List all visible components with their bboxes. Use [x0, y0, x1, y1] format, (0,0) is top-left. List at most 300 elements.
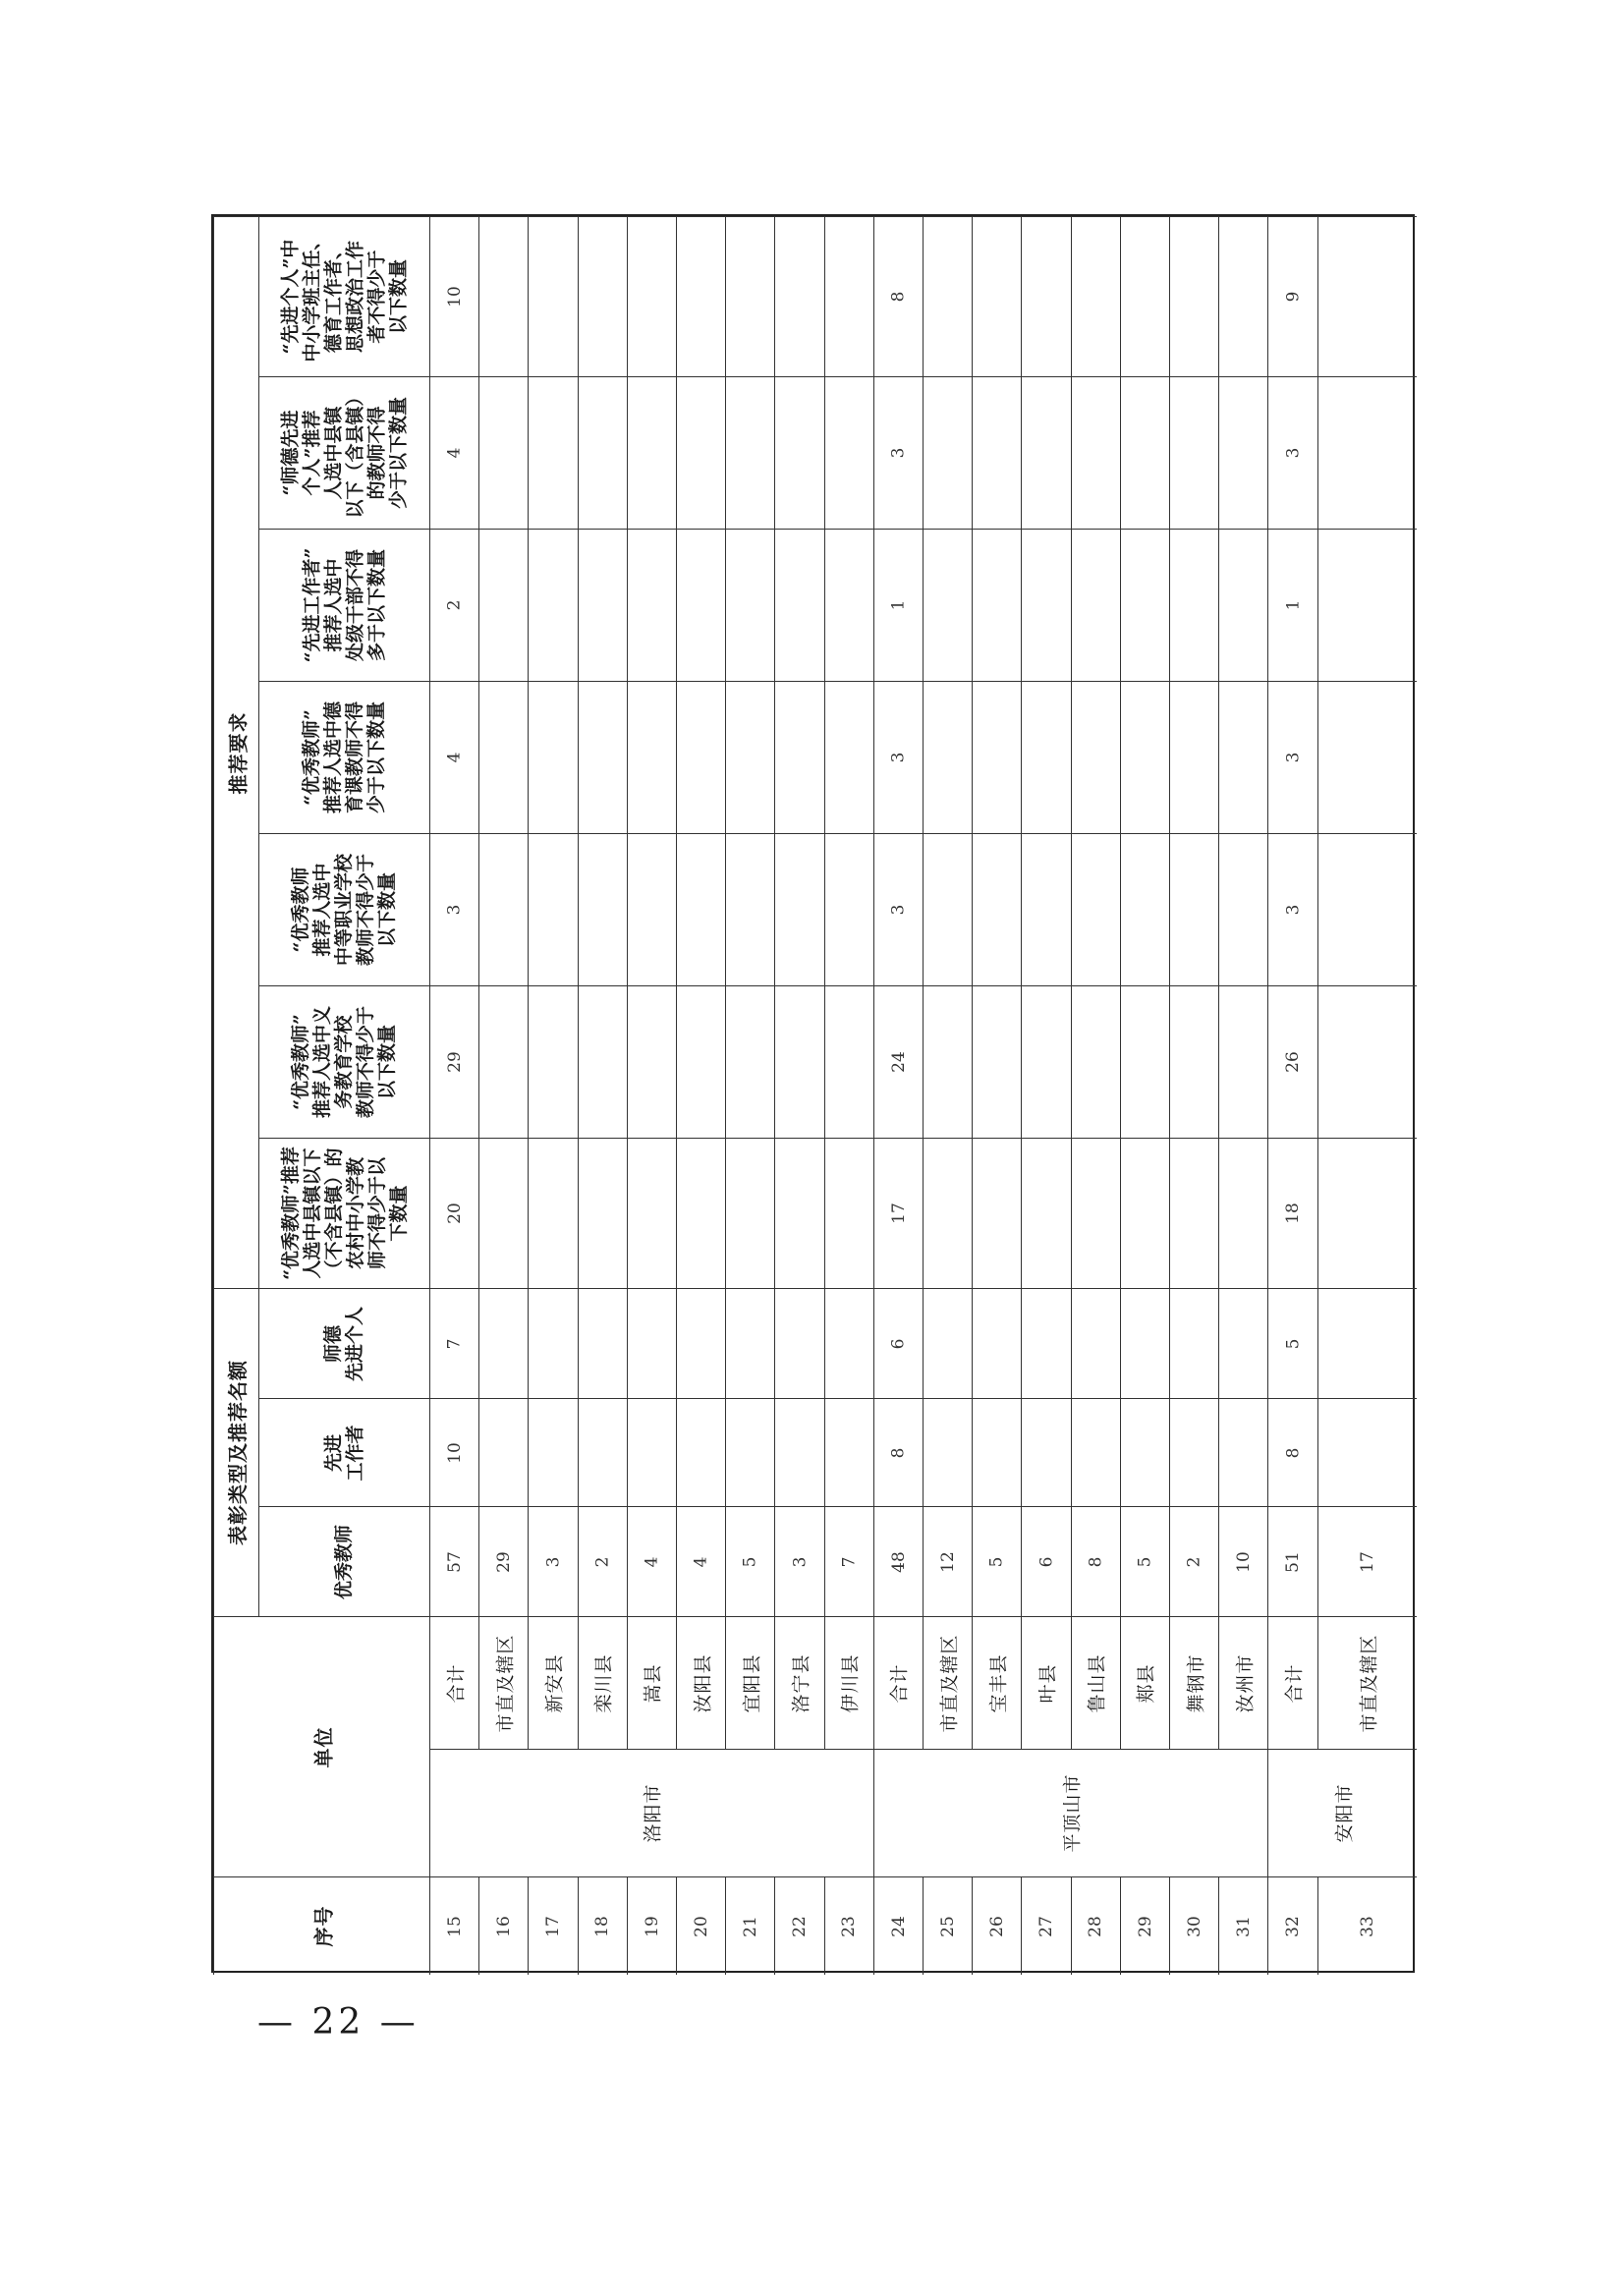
cell-req-headteacher: [1120, 216, 1169, 376]
cell-excellent-teacher: [1267, 1506, 1316, 1616]
cell-excellent-teacher: [1169, 1506, 1218, 1616]
unit-name: 宝丰县: [987, 1652, 1010, 1713]
cell-req-headteacher: [528, 216, 577, 376]
value-excellent-teacher: 6: [1036, 1556, 1056, 1567]
header-ethics-individual-label: 师德 先进个人: [322, 1306, 366, 1381]
cell-ethics-individual: [478, 1288, 528, 1398]
cell-req-vocational: [923, 833, 972, 985]
cell-seq: [923, 1876, 972, 1975]
cell-req-rural: [725, 1138, 774, 1288]
cell-req-moral-ed: [1317, 681, 1417, 833]
cell-excellent-teacher: [725, 1506, 774, 1616]
seq-number: 30: [1184, 1915, 1204, 1937]
cell-ethics-individual: [873, 1288, 923, 1398]
header-req-ethics-county: [258, 376, 429, 529]
header-req-cadre-label: “先进工作者” 推荐人选中 处级干部不得 多于以下数量: [301, 547, 388, 663]
cell-req-rural: [1120, 1138, 1169, 1288]
cell-unit: [528, 1616, 577, 1749]
cell-req-compulsory: [676, 985, 725, 1138]
cell-req-cadre: [1071, 529, 1120, 681]
cell-req-compulsory: [478, 985, 528, 1138]
cell-excellent-teacher: [774, 1506, 823, 1616]
value-excellent-teacher: 10: [1233, 1550, 1254, 1573]
cell-req-rural: [774, 1138, 823, 1288]
cell-req-cadre: [1218, 529, 1267, 681]
value-excellent-teacher: 7: [839, 1556, 860, 1567]
cell-req-ethics-county: [1218, 376, 1267, 529]
cell-seq: [972, 1876, 1021, 1975]
cell-excellent-teacher: [429, 1506, 478, 1616]
cell-seq: [676, 1876, 725, 1975]
seq-number: 26: [986, 1915, 1007, 1937]
cell-req-cadre: [627, 529, 676, 681]
seq-number: 19: [642, 1915, 662, 1937]
cell-req-compulsory: [774, 985, 823, 1138]
cell-req-cadre: [1021, 529, 1070, 681]
header-req-rural: [258, 1138, 429, 1288]
cell-seq: [627, 1876, 676, 1975]
cell-unit: [627, 1616, 676, 1749]
header-unit: [213, 1616, 429, 1876]
cell-req-cadre: [1169, 529, 1218, 681]
city-cell: [1267, 1749, 1417, 1876]
header-group-requirements-label: 推荐要求: [226, 711, 250, 794]
cell-req-headteacher: [1218, 216, 1267, 376]
cell-advanced-worker: [1021, 1398, 1070, 1506]
cell-seq: [824, 1876, 873, 1975]
cell-req-moral-ed: [824, 681, 873, 833]
cell-req-rural: [478, 1138, 528, 1288]
cell-req-moral-ed: [528, 681, 577, 833]
cell-advanced-worker: [972, 1398, 1021, 1506]
cell-unit: [725, 1616, 774, 1749]
cell-unit: [1218, 1616, 1267, 1749]
cell-req-moral-ed: [972, 681, 1021, 833]
cell-req-compulsory: [578, 985, 627, 1138]
unit-name: 舞钢市: [1185, 1652, 1207, 1713]
cell-advanced-worker: [478, 1398, 528, 1506]
cell-unit: [873, 1616, 923, 1749]
cell-req-headteacher: [923, 216, 972, 376]
cell-seq: [478, 1876, 528, 1975]
cell-excellent-teacher: [1317, 1506, 1417, 1616]
cell-seq: [1120, 1876, 1169, 1975]
header-req-rural-label: “优秀教师”推荐 人选中县镇以下 （不含县镇）的 农村中小学教 师不得少于以 下数量: [279, 1147, 410, 1280]
seq-number: 27: [1036, 1915, 1056, 1937]
cell-req-compulsory: [923, 985, 972, 1138]
cell-req-headteacher: [676, 216, 725, 376]
cell-req-ethics-county: [528, 376, 577, 529]
cell-req-moral-ed: [873, 681, 923, 833]
cell-excellent-teacher: [627, 1506, 676, 1616]
cell-unit: [478, 1616, 528, 1749]
value-excellent-teacher: 3: [542, 1556, 563, 1567]
unit-name: 郏县: [1135, 1662, 1157, 1704]
cell-ethics-individual: [923, 1288, 972, 1398]
cell-req-ethics-county: [923, 376, 972, 529]
cell-req-vocational: [824, 833, 873, 985]
seq-number: 32: [1282, 1915, 1303, 1937]
cell-req-ethics-county: [824, 376, 873, 529]
value-req-compulsory: 26: [1282, 1051, 1303, 1073]
seq-number: 21: [740, 1915, 760, 1937]
city-name: 平顶山市: [1061, 1773, 1084, 1853]
cell-advanced-worker: [923, 1398, 972, 1506]
cell-unit: [1021, 1616, 1070, 1749]
cell-req-ethics-county: [578, 376, 627, 529]
cell-seq: [1317, 1876, 1417, 1975]
cell-seq: [1021, 1876, 1070, 1975]
cell-advanced-worker: [1071, 1398, 1120, 1506]
value-advanced-worker: 10: [444, 1441, 465, 1464]
seq-number: 33: [1357, 1915, 1377, 1937]
cell-req-cadre: [1317, 529, 1417, 681]
value-excellent-teacher: 17: [1357, 1550, 1377, 1573]
cell-unit: [676, 1616, 725, 1749]
value-req-moral-ed: 3: [888, 752, 909, 763]
seq-number: 25: [937, 1915, 958, 1937]
header-seq-label: 序号: [311, 1905, 335, 1947]
value-req-moral-ed: 3: [1282, 752, 1303, 763]
cell-excellent-teacher: [478, 1506, 528, 1616]
cell-req-rural: [923, 1138, 972, 1288]
cell-req-rural: [1169, 1138, 1218, 1288]
header-req-headteacher: [258, 216, 429, 376]
value-ethics-individual: 7: [444, 1338, 465, 1349]
header-excellent-teacher: [258, 1506, 429, 1616]
cell-req-headteacher: [429, 216, 478, 376]
value-req-ethics-county: 4: [444, 447, 465, 459]
unit-name: 汝阳县: [692, 1652, 714, 1713]
value-req-rural: 18: [1282, 1203, 1303, 1224]
seq-number: 23: [839, 1915, 860, 1937]
cell-req-headteacher: [578, 216, 627, 376]
cell-req-moral-ed: [478, 681, 528, 833]
value-req-cadre: 1: [888, 599, 909, 611]
seq-number: 15: [444, 1915, 465, 1937]
cell-req-vocational: [1317, 833, 1417, 985]
value-req-rural: 20: [444, 1203, 465, 1224]
value-excellent-teacher: 5: [740, 1556, 760, 1567]
value-req-vocational: 3: [1282, 904, 1303, 916]
value-req-vocational: 3: [888, 904, 909, 916]
cell-req-rural: [1071, 1138, 1120, 1288]
cell-req-cadre: [972, 529, 1021, 681]
cell-req-moral-ed: [1071, 681, 1120, 833]
cell-req-vocational: [478, 833, 528, 985]
seq-number: 31: [1233, 1915, 1254, 1937]
cell-advanced-worker: [824, 1398, 873, 1506]
cell-seq: [1267, 1876, 1316, 1975]
header-ethics-individual: [258, 1288, 429, 1398]
cell-advanced-worker: [873, 1398, 923, 1506]
cell-unit: [923, 1616, 972, 1749]
cell-unit: [1169, 1616, 1218, 1749]
cell-advanced-worker: [1169, 1398, 1218, 1506]
cell-unit: [1317, 1616, 1417, 1749]
cell-ethics-individual: [578, 1288, 627, 1398]
cell-req-cadre: [873, 529, 923, 681]
value-req-cadre: 2: [444, 599, 465, 611]
unit-name: 鲁山县: [1086, 1652, 1108, 1713]
cell-req-headteacher: [1317, 216, 1417, 376]
header-req-ethics-county-label: “师德先进 个人”推荐 人选中县镇 以下（含县镇） 的教师不得 少于以下数量: [279, 387, 410, 519]
header-group-requirements: [213, 216, 258, 1288]
cell-req-ethics-county: [873, 376, 923, 529]
cell-ethics-individual: [1071, 1288, 1120, 1398]
value-ethics-individual: 5: [1282, 1338, 1303, 1349]
cell-req-compulsory: [1120, 985, 1169, 1138]
cell-seq: [528, 1876, 577, 1975]
cell-req-ethics-county: [676, 376, 725, 529]
cell-excellent-teacher: [923, 1506, 972, 1616]
cell-req-compulsory: [1021, 985, 1070, 1138]
cell-req-headteacher: [824, 216, 873, 376]
value-req-cadre: 1: [1282, 599, 1303, 611]
cell-req-ethics-county: [774, 376, 823, 529]
cell-req-compulsory: [1218, 985, 1267, 1138]
cell-unit: [774, 1616, 823, 1749]
cell-ethics-individual: [774, 1288, 823, 1398]
cell-ethics-individual: [725, 1288, 774, 1398]
seq-number: 18: [592, 1915, 613, 1937]
cell-req-headteacher: [478, 216, 528, 376]
cell-req-vocational: [873, 833, 923, 985]
header-req-compulsory: [258, 985, 429, 1138]
value-excellent-teacher: 29: [493, 1550, 514, 1573]
cell-req-vocational: [627, 833, 676, 985]
cell-req-rural: [676, 1138, 725, 1288]
value-excellent-teacher: 57: [444, 1550, 465, 1573]
cell-excellent-teacher: [1021, 1506, 1070, 1616]
cell-req-cadre: [578, 529, 627, 681]
value-req-ethics-county: 3: [1282, 447, 1303, 459]
cell-req-vocational: [1169, 833, 1218, 985]
cell-advanced-worker: [627, 1398, 676, 1506]
cell-excellent-teacher: [1218, 1506, 1267, 1616]
unit-name: 市直及辖区: [1358, 1633, 1380, 1733]
cell-advanced-worker: [774, 1398, 823, 1506]
cell-req-ethics-county: [1071, 376, 1120, 529]
cell-seq: [1169, 1876, 1218, 1975]
unit-name: 伊川县: [839, 1652, 862, 1713]
cell-req-headteacher: [873, 216, 923, 376]
cell-req-compulsory: [873, 985, 923, 1138]
cell-req-vocational: [1267, 833, 1316, 985]
cell-req-compulsory: [1317, 985, 1417, 1138]
cell-req-rural: [824, 1138, 873, 1288]
unit-name: 叶县: [1036, 1662, 1059, 1704]
cell-req-vocational: [676, 833, 725, 985]
header-req-moral-ed-label: “优秀教师” 推荐人选中德 育课教师不得 少于以下数量: [301, 700, 388, 814]
cell-req-ethics-county: [478, 376, 528, 529]
cell-excellent-teacher: [824, 1506, 873, 1616]
value-req-moral-ed: 4: [444, 752, 465, 763]
cell-unit: [972, 1616, 1021, 1749]
cell-req-compulsory: [1169, 985, 1218, 1138]
cell-req-vocational: [578, 833, 627, 985]
cell-req-ethics-county: [1267, 376, 1316, 529]
cell-ethics-individual: [1120, 1288, 1169, 1398]
cell-req-cadre: [676, 529, 725, 681]
seq-number: 17: [542, 1915, 563, 1937]
cell-req-headteacher: [972, 216, 1021, 376]
cell-req-rural: [1218, 1138, 1267, 1288]
seq-number: 29: [1135, 1915, 1155, 1937]
value-ethics-individual: 6: [888, 1338, 909, 1349]
city-name: 安阳市: [1333, 1783, 1356, 1843]
cell-ethics-individual: [627, 1288, 676, 1398]
cell-ethics-individual: [824, 1288, 873, 1398]
city-name: 洛阳市: [642, 1783, 664, 1843]
value-req-compulsory: 29: [444, 1051, 465, 1073]
cell-req-compulsory: [1071, 985, 1120, 1138]
value-req-vocational: 3: [444, 904, 465, 916]
cell-ethics-individual: [676, 1288, 725, 1398]
cell-unit: [429, 1616, 478, 1749]
cell-req-rural: [972, 1138, 1021, 1288]
value-req-headteacher: 8: [888, 291, 909, 303]
cell-req-moral-ed: [725, 681, 774, 833]
seq-number: 28: [1086, 1915, 1106, 1937]
cell-unit: [1120, 1616, 1169, 1749]
cell-excellent-teacher: [972, 1506, 1021, 1616]
value-advanced-worker: 8: [1282, 1447, 1303, 1458]
value-excellent-teacher: 5: [986, 1556, 1007, 1567]
value-excellent-teacher: 4: [642, 1556, 662, 1567]
value-req-compulsory: 24: [888, 1051, 909, 1073]
cell-req-compulsory: [429, 985, 478, 1138]
cell-req-cadre: [824, 529, 873, 681]
cell-req-moral-ed: [923, 681, 972, 833]
cell-seq: [1071, 1876, 1120, 1975]
cell-req-rural: [429, 1138, 478, 1288]
value-excellent-teacher: 5: [1135, 1556, 1155, 1567]
cell-req-moral-ed: [578, 681, 627, 833]
cell-req-cadre: [478, 529, 528, 681]
cell-seq: [774, 1876, 823, 1975]
unit-name: 合计: [888, 1662, 911, 1704]
cell-unit: [1071, 1616, 1120, 1749]
header-req-compulsory-label: “优秀教师” 推荐人选中义 务教育学校 教师不得少于 以下数量: [290, 1005, 399, 1119]
header-req-vocational-label: “优秀教师 推荐人选中 中等职业学校 教师不得少于 以下数量: [290, 853, 399, 967]
cell-req-compulsory: [824, 985, 873, 1138]
cell-advanced-worker: [1267, 1398, 1316, 1506]
cell-seq: [429, 1876, 478, 1975]
value-req-ethics-county: 3: [888, 447, 909, 459]
cell-unit: [824, 1616, 873, 1749]
cell-req-vocational: [1071, 833, 1120, 985]
cell-req-cadre: [1267, 529, 1316, 681]
unit-name: 宜阳县: [741, 1652, 763, 1713]
cell-ethics-individual: [1218, 1288, 1267, 1398]
cell-req-headteacher: [1267, 216, 1316, 376]
seq-number: 24: [888, 1915, 909, 1937]
seq-number: 16: [493, 1915, 514, 1937]
cell-req-compulsory: [972, 985, 1021, 1138]
seq-number: 22: [789, 1915, 810, 1937]
cell-req-vocational: [1021, 833, 1070, 985]
unit-name: 合计: [1283, 1662, 1306, 1704]
header-group-awards-label: 表彰类型及推荐名额: [226, 1360, 250, 1545]
cell-excellent-teacher: [873, 1506, 923, 1616]
cell-req-moral-ed: [1120, 681, 1169, 833]
unit-name: 嵩县: [642, 1662, 664, 1704]
cell-ethics-individual: [1317, 1288, 1417, 1398]
cell-req-ethics-county: [725, 376, 774, 529]
cell-req-rural: [578, 1138, 627, 1288]
cell-excellent-teacher: [1071, 1506, 1120, 1616]
unit-name: 新安县: [543, 1652, 566, 1713]
cell-req-rural: [528, 1138, 577, 1288]
cell-req-cadre: [429, 529, 478, 681]
cell-req-cadre: [923, 529, 972, 681]
cell-req-headteacher: [774, 216, 823, 376]
header-req-moral-ed: [258, 681, 429, 833]
value-excellent-teacher: 2: [592, 1556, 613, 1567]
city-cell: [873, 1749, 1268, 1876]
cell-req-ethics-county: [429, 376, 478, 529]
cell-req-headteacher: [1021, 216, 1070, 376]
cell-ethics-individual: [1267, 1288, 1316, 1398]
cell-req-rural: [627, 1138, 676, 1288]
header-req-headteacher-label: “先进个人”中 中小学班主任、 德育工作者、 思想政治工作 者不得少于 以下数量: [279, 231, 410, 363]
cell-excellent-teacher: [528, 1506, 577, 1616]
value-req-headteacher: 9: [1282, 291, 1303, 303]
unit-name: 市直及辖区: [494, 1633, 517, 1733]
value-excellent-teacher: 4: [691, 1556, 711, 1567]
cell-excellent-teacher: [676, 1506, 725, 1616]
cell-req-headteacher: [1169, 216, 1218, 376]
cell-req-vocational: [972, 833, 1021, 985]
unit-name: 栾川县: [592, 1652, 615, 1713]
header-req-vocational: [258, 833, 429, 985]
value-excellent-teacher: 8: [1086, 1556, 1106, 1567]
cell-req-moral-ed: [1218, 681, 1267, 833]
value-excellent-teacher: 12: [937, 1550, 958, 1573]
header-req-cadre: [258, 529, 429, 681]
cell-req-headteacher: [1071, 216, 1120, 376]
cell-req-headteacher: [725, 216, 774, 376]
value-excellent-teacher: 3: [789, 1556, 810, 1567]
cell-seq: [873, 1876, 923, 1975]
unit-name: 汝州市: [1234, 1652, 1257, 1713]
cell-req-ethics-county: [627, 376, 676, 529]
cell-req-vocational: [429, 833, 478, 985]
cell-req-vocational: [725, 833, 774, 985]
cell-req-cadre: [725, 529, 774, 681]
cell-advanced-worker: [429, 1398, 478, 1506]
value-excellent-teacher: 2: [1184, 1556, 1204, 1567]
cell-seq: [578, 1876, 627, 1975]
cell-advanced-worker: [725, 1398, 774, 1506]
cell-req-moral-ed: [1267, 681, 1316, 833]
cell-req-vocational: [1218, 833, 1267, 985]
cell-unit: [578, 1616, 627, 1749]
header-unit-label: 单位: [311, 1726, 335, 1767]
cell-req-compulsory: [627, 985, 676, 1138]
cell-req-moral-ed: [627, 681, 676, 833]
value-excellent-teacher: 48: [888, 1550, 909, 1573]
cell-req-headteacher: [627, 216, 676, 376]
header-group-awards: [213, 1288, 258, 1616]
cell-advanced-worker: [1218, 1398, 1267, 1506]
cell-req-rural: [1267, 1138, 1316, 1288]
cell-req-vocational: [528, 833, 577, 985]
value-excellent-teacher: 51: [1282, 1550, 1303, 1573]
cell-req-moral-ed: [429, 681, 478, 833]
cell-req-ethics-county: [1021, 376, 1070, 529]
